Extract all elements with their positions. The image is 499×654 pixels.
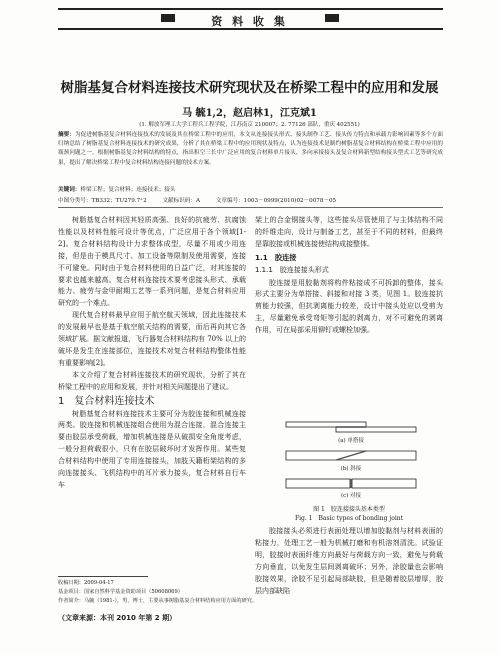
header-bottom-rule [58,28,443,30]
article-title: 树脂基复合材料连接技术研究现状及在桥梁工程中的应用和发展 [60,80,439,96]
figure-panel-b-label: (b) 斜接 [340,466,362,472]
keywords-label: 关键词： [58,187,81,193]
figure-caption-en: Fig. 1 Basic types of bonding joint [294,515,404,522]
body-paragraph: 树脂基复合材料因其轻质高强、良好的抗疲劳、抗腐蚀性能以及材料性能可设计等优点，广泛应用于各个领域[1-2]。复合材料结构设计力求整体成型，尽量不用或少用连接，但是由于模具尺寸、加工设备等限制及使用需要，连接不可避免。同时由于复合材料使用的日益广泛，对其连接的要求也越来越高。复合材料连接技术要考虑接头形式、承载能力、疲劳与金甲耐期工艺等一系列问题，是复合材料应用研究的一个难点。 [58,216,246,308]
body-paragraph: 树脂基复合材料连接技术主要可分为胶连接和机械连接两类。胶连接和机械连接组合使用为混合连接，混合连接主要由胶层承受荷载，增加机械连接是从破损安全角度考虑，一般分担荷载很小，只有在胶层破坏时才发挥作用。某些复合材料结构中使用了专用连接接头，加肢天籍桁架结构的多向连接接头、飞机结构中的耳片承力接头，复合材料自行车车 [58,409,246,489]
body-paragraph: 现代复合材料最早应用于航空航天领域，因此连接技术的发展最早也是基于航空航天结构的需要，而后再向其它各领域扩展。据文献报道，飞行器复合材料结构有 70% 以上的破坏是发生在连接部位，连接技术对复合材料结构整体性能有重要影响[2]。 [58,311,247,367]
body-paragraph: 胶连接是用胶黏剂将构件粘接成不可拆卸的整体，接头形式主要分为单搭接、斜接和对接 3 类，见图 1。胶连接抗剪能力较强，但抗剥离能力较差，设计中接头处应以受剪为主，尽量避免承受弯矩等引起的剥离力，对不可避免的剥离作用，可在局部采用铆钉或螺栓加强。 [255,278,443,335]
body-paragraph: 胶接接头必须进行表面处理以增加胶黏剂与材料表面的粘接力，处理工艺一般为机械打磨和有机溶剂清洗。试验证明，胶接时表面纤维方向最好与荷载方向一致，避免与荷载方向垂直，以免发生层间剥离破坏；另外，涂胶量也会影响胶接效果，涂胶不足引起局部缺胶，但是随着胶层增厚，胶层内部缺陷 [255,527,443,595]
keywords-text: 桥梁工程；复合材料；连接技术；接头 [80,187,176,193]
abstract-divider [58,207,443,208]
section-heading-1-1: 1.1 胶连接 [255,252,297,262]
footnote-rule [58,576,148,577]
figure-panel-c-label: (c) 对接 [340,493,362,499]
left-column [58,215,246,492]
section-heading-1: 1 复合材料连接技术 [58,395,155,407]
article-authors: 马 毓1,2，赵启林1，江克斌1 [182,108,317,119]
author-affiliation: (1. 解放军理工大学工程兵工程学院，江苏南京 210007；2. 77126 部队，重庆 402551) [139,122,360,128]
header-top-rule [58,8,443,10]
abstract-text: 为促进树脂基复合材料连接技术的发展及其在桥梁工程中的应用，本文从连接接头形式、接头制作工艺、接头传力特点和承载力影响因素等多个方面归纳总结了树脂基复合材料连接技术的研究成果，分析了其在桥梁工程中的应用现状及特点，认为连接技术是制约树脂基复合材料结构在桥梁工程中应用的瓶颈问题之一。根据树脂基复合材料结构的特点，指出积空三长中广泛应用的复合材料单片接头，多向承接接头及复合材料新型结构接头型式工艺等研究成果，提出了解决桥梁工程中复合材料结构连接问题的技术方案。 [58,132,443,166]
figure-caption-cn: 图 1 胶连接接头基本类型 [313,506,385,513]
abstract [58,131,443,168]
section-heading-1-1-1: 1.1.1 胶连接接头形式 [255,265,329,274]
footnotes [58,579,358,605]
figure-panel-a-label: (a) 单搭接 [338,438,364,444]
class-number: 中图分类号：TB332；TU279.7⁺2 [58,198,147,204]
section-label: 资 料 收 集 [211,15,288,28]
doc-code: 文献标识码：A [162,198,201,204]
footnote-author-bio: 作者简介：马毓（1981-），男，博士，主要从事树脂基复合材料结构应用方面的研究。 [58,597,258,604]
header-right-mark [325,14,339,22]
footnote-received-date: 收稿日期：2009-04-17 [58,580,114,586]
body-paragraph: 架上的合金铜接头等，这些接头尽管使用了与主体结构不同的纤维走向，设计与制备工艺，甚至于不同的材料，但最终是靠胶接或机械连接使结构成接整体。 [255,216,443,248]
article-id: 文章编号：1003－0999(2010)02－0078－05 [215,198,337,204]
footnote-funding: 基金项目：国家自然科学基金资助项目（50608069） [58,588,183,595]
classification-line [58,196,458,204]
right-column-top [255,215,443,337]
keywords [58,185,443,193]
abstract-label: 摘要： [58,132,75,138]
source-note: （文章来源：本刊 2010 年第 2 期） [58,614,177,622]
figure-single-lap-diagram [266,418,436,438]
figure-scarf-diagram [266,446,436,466]
body-paragraph: 本文介绍了复合材料连接技术的研究现状，分析了其在桥梁工程中的应用和发展，并针对相关问题提出了建议。 [58,370,246,391]
